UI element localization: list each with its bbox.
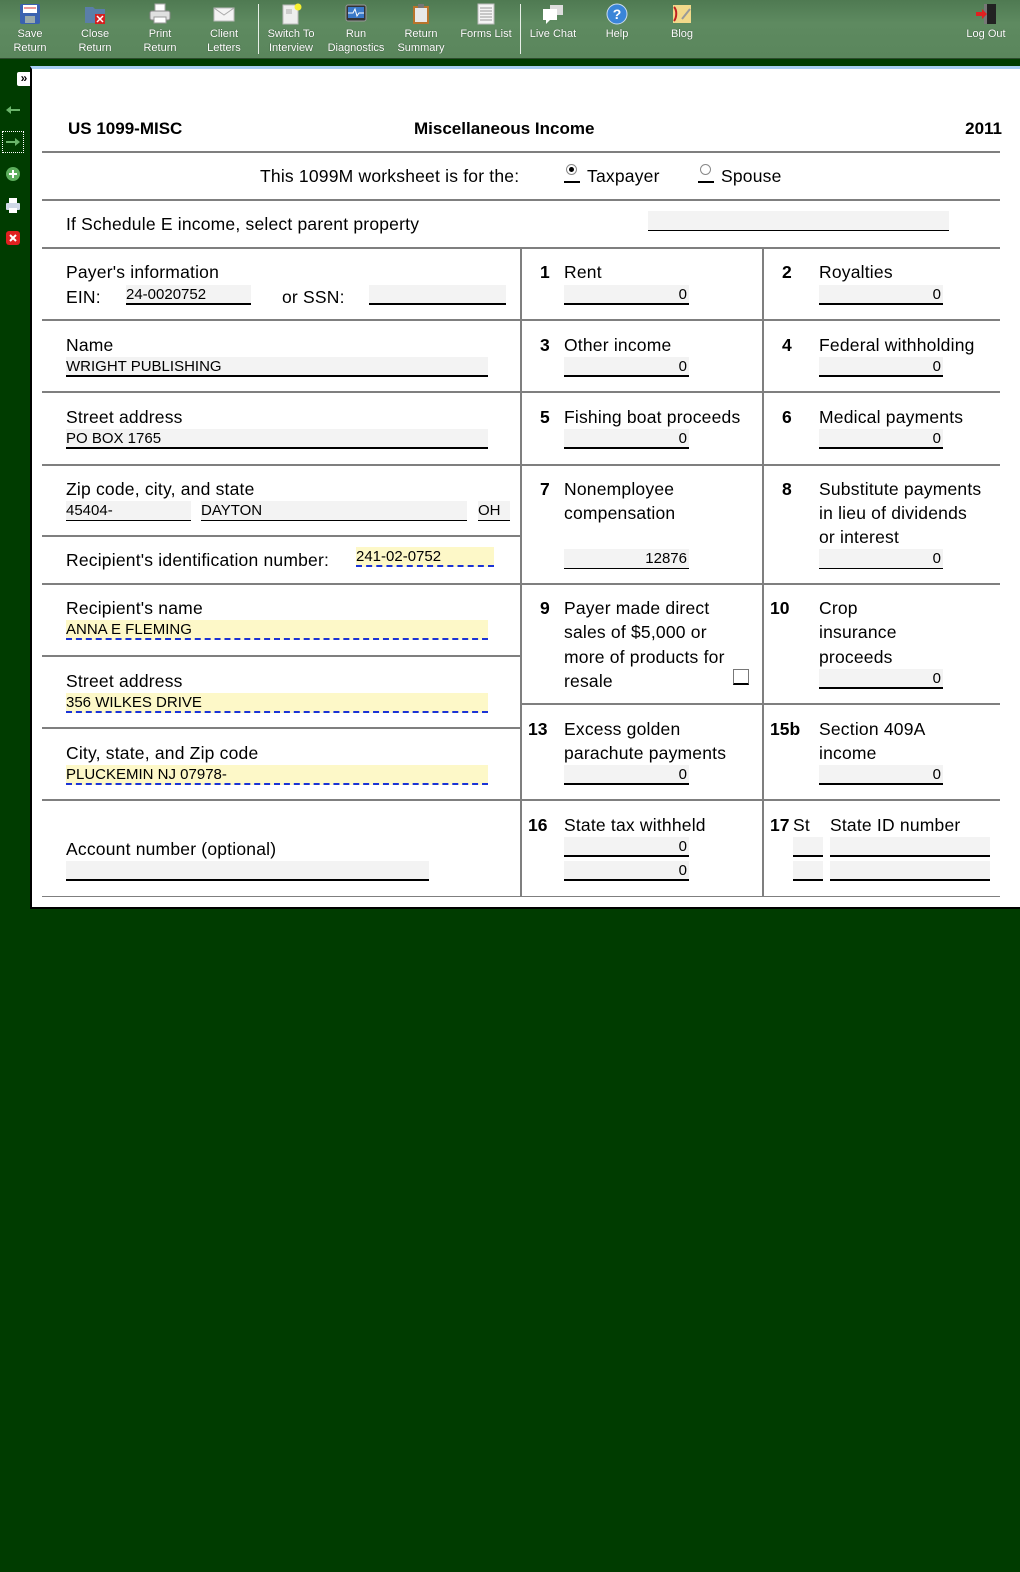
divider xyxy=(42,727,520,729)
spouse-radio[interactable] xyxy=(698,163,714,183)
box-10-number: 10 xyxy=(770,598,790,618)
payer-zip-field[interactable]: 45404- xyxy=(66,501,191,521)
form-header xyxy=(68,119,1002,141)
add-icon[interactable] xyxy=(3,164,23,184)
client-letters-label: Client xyxy=(209,28,239,40)
box-7-nonemployee-comp-field[interactable]: 12876 xyxy=(564,549,689,569)
box-4-federal-withholding-field[interactable]: 0 xyxy=(819,357,943,377)
box-9-label-line4: resale xyxy=(564,671,613,691)
box-7-label-line2: compensation xyxy=(564,503,676,523)
account-number-label: Account number (optional) xyxy=(66,839,277,859)
box-9-label-line1: Payer made direct xyxy=(564,598,710,618)
box-3-label: Other income xyxy=(564,335,672,355)
payer-state-field[interactable]: OH xyxy=(478,501,510,521)
taxpayer-radio-label[interactable]: Taxpayer xyxy=(587,166,660,186)
divider xyxy=(42,655,520,657)
blog-label: Blog xyxy=(670,28,694,40)
box-13-golden-parachute-field[interactable]: 0 xyxy=(564,765,689,785)
box-8-substitute-payments-field[interactable]: 0 xyxy=(819,549,943,569)
client-letters-label-2: Letters xyxy=(207,42,241,54)
print-return-label-2: Return xyxy=(143,42,177,54)
spouse-radio-label[interactable]: Spouse xyxy=(721,166,782,186)
box-15b-label-line2: income xyxy=(819,743,877,763)
live-chat-button[interactable] xyxy=(521,3,585,57)
box-17-state-id-label: State ID number xyxy=(830,815,961,835)
switch-to-interview-button[interactable] xyxy=(259,3,323,57)
divider xyxy=(42,896,1000,897)
divider xyxy=(42,319,520,321)
box-7-number: 7 xyxy=(540,479,550,499)
divider xyxy=(42,199,1000,201)
box-7-label-line1: Nonemployee xyxy=(564,479,675,499)
forms-list-label: Forms List xyxy=(460,28,512,40)
clipboard-icon xyxy=(410,3,432,25)
logout-icon xyxy=(975,3,997,25)
close-return-label-2: Return xyxy=(78,42,112,54)
payer-info-label: Payer's information xyxy=(66,262,220,282)
divider xyxy=(520,703,1000,705)
box-10-crop-insurance-field[interactable]: 0 xyxy=(819,669,943,689)
divider xyxy=(42,464,1000,466)
box-13-number: 13 xyxy=(528,719,548,739)
box-5-fishing-boat-field[interactable]: 0 xyxy=(564,429,689,449)
run-diagnostics-button[interactable] xyxy=(324,3,388,57)
box-1-number: 1 xyxy=(540,262,550,282)
blog-button[interactable] xyxy=(650,3,714,57)
box-6-label: Medical payments xyxy=(819,407,964,427)
save-return-button[interactable] xyxy=(0,3,62,57)
box-8-label-line1: Substitute payments xyxy=(819,479,982,499)
box-1-rent-field[interactable]: 0 xyxy=(564,285,689,305)
diagnostics-icon xyxy=(345,3,367,25)
recipient-city-state-zip-label: City, state, and Zip code xyxy=(66,743,259,763)
box-16-label: State tax withheld xyxy=(564,815,706,835)
payer-name-field[interactable]: WRIGHT PUBLISHING xyxy=(66,357,488,377)
divider xyxy=(42,583,1000,585)
recipient-street-field[interactable]: 356 WILKES DRIVE xyxy=(66,693,488,713)
box-15b-section-409a-field[interactable]: 0 xyxy=(819,765,943,785)
envelope-icon xyxy=(213,3,235,25)
box-6-medical-payments-field[interactable]: 0 xyxy=(819,429,943,449)
parent-property-select[interactable] xyxy=(648,211,949,231)
print-return-button[interactable] xyxy=(128,3,192,57)
divider xyxy=(42,391,520,393)
box-17-state-id-field-2[interactable] xyxy=(830,861,990,881)
print-icon xyxy=(149,3,171,25)
ssn-field[interactable] xyxy=(369,285,506,305)
list-icon xyxy=(475,3,497,25)
form-panel xyxy=(30,66,1020,909)
svg-text:?: ? xyxy=(612,6,622,22)
forms-list-button[interactable] xyxy=(454,3,518,57)
chat-icon xyxy=(542,3,564,25)
print-return-label: Print xyxy=(148,28,172,40)
account-number-field[interactable] xyxy=(66,861,429,881)
recipient-street-label: Street address xyxy=(66,671,183,691)
payer-street-field[interactable]: PO BOX 1765 xyxy=(66,429,488,449)
recipient-city-state-zip-field[interactable]: PLUCKEMIN NJ 07978- xyxy=(66,765,488,785)
worksheet-for-label: This 1099M worksheet is for the: xyxy=(260,166,520,186)
box-2-number: 2 xyxy=(782,262,792,282)
log-out-label: Log Out xyxy=(966,28,1006,40)
payer-street-label: Street address xyxy=(66,407,183,427)
box-15b-label-line1: Section 409A xyxy=(819,719,926,739)
forward-arrow-icon[interactable] xyxy=(3,132,23,152)
delete-icon[interactable] xyxy=(3,228,23,248)
box-16-state-tax-field-2[interactable]: 0 xyxy=(564,861,689,881)
switch-to-interview-label-2: Interview xyxy=(268,42,314,54)
divider xyxy=(520,391,1000,393)
box-2-royalties-field[interactable]: 0 xyxy=(819,285,943,305)
switch-to-interview-label: Switch To xyxy=(267,28,315,40)
box-3-number: 3 xyxy=(540,335,550,355)
client-letters-button[interactable] xyxy=(192,3,256,57)
tax-year: 2011 xyxy=(965,119,1002,138)
box-17-state-field-2[interactable] xyxy=(793,861,823,881)
box-6-number: 6 xyxy=(782,407,792,427)
close-return-button[interactable] xyxy=(63,3,127,57)
schedule-e-label: If Schedule E income, select parent property xyxy=(66,214,420,234)
box-9-label-line2: sales of $5,000 or xyxy=(564,622,707,642)
divider xyxy=(42,151,1000,153)
payer-city-field[interactable]: DAYTON xyxy=(201,501,467,521)
box-13-label-line2: parachute payments xyxy=(564,743,727,763)
box-17-state-field-1[interactable] xyxy=(793,837,823,857)
close-return-label: Close xyxy=(80,28,110,40)
box-8-label-line2: in lieu of dividends xyxy=(819,503,967,523)
live-chat-label: Live Chat xyxy=(529,28,577,40)
recipient-name-label: Recipient's name xyxy=(66,598,203,618)
box-8-label-line3: or interest xyxy=(819,527,900,547)
box-3-other-income-field[interactable]: 0 xyxy=(564,357,689,377)
expand-panel-button[interactable]: » xyxy=(17,72,31,86)
box-4-label: Federal withholding xyxy=(819,335,975,355)
box-5-label: Fishing boat proceeds xyxy=(564,407,741,427)
print-icon[interactable] xyxy=(3,196,23,216)
interview-icon xyxy=(280,3,302,25)
run-diagnostics-label: Run xyxy=(345,28,367,40)
toolbar xyxy=(0,0,1020,59)
save-return-label-2: Return xyxy=(13,42,47,54)
ein-label: EIN: xyxy=(66,287,101,307)
box-13-label-line1: Excess golden xyxy=(564,719,681,739)
recipient-name-field[interactable]: ANNA E FLEMING xyxy=(66,620,488,640)
return-summary-label: Return xyxy=(404,28,438,40)
help-label: Help xyxy=(605,28,629,40)
box-15b-number: 15b xyxy=(770,719,801,739)
radio-selected-icon xyxy=(566,164,577,175)
box-10-label-line1: Crop xyxy=(819,598,858,618)
box-17-number: 17 xyxy=(770,815,790,835)
box-9-label-line3: more of products for xyxy=(564,647,725,667)
box-9-direct-sales-checkbox[interactable] xyxy=(733,669,749,685)
left-nav xyxy=(0,66,28,266)
taxpayer-radio[interactable] xyxy=(564,163,580,183)
box-9-number: 9 xyxy=(540,598,550,618)
box-17-st-label: St xyxy=(793,815,810,835)
help-icon xyxy=(606,3,628,25)
save-return-label: Save xyxy=(17,28,43,40)
box-10-label-line3: proceeds xyxy=(819,647,893,667)
divider xyxy=(520,319,1000,321)
run-diagnostics-label-2: Diagnostics xyxy=(327,42,385,54)
return-summary-button[interactable] xyxy=(389,3,453,57)
save-icon xyxy=(19,3,41,25)
box-2-label: Royalties xyxy=(819,262,893,282)
return-summary-label-2: Summary xyxy=(397,42,445,54)
payer-name-label: Name xyxy=(66,335,114,355)
box-8-number: 8 xyxy=(782,479,792,499)
ssn-label: or SSN: xyxy=(282,287,345,307)
divider xyxy=(42,535,520,537)
form-title: Miscellaneous Income xyxy=(414,119,595,138)
close-return-icon xyxy=(84,3,106,25)
recipient-id-label: Recipient's identification number: xyxy=(66,550,330,570)
box-16-state-tax-field-1[interactable]: 0 xyxy=(564,837,689,857)
recipient-id-field[interactable]: 241-02-0752 xyxy=(356,547,494,567)
box-10-label-line2: insurance xyxy=(819,622,897,642)
help-button[interactable] xyxy=(585,3,649,57)
radio-unselected-icon xyxy=(700,164,711,175)
box-16-number: 16 xyxy=(528,815,548,835)
box-5-number: 5 xyxy=(540,407,550,427)
log-out-button[interactable] xyxy=(954,3,1018,57)
divider xyxy=(42,799,1000,801)
scroll-icon xyxy=(671,3,693,25)
box-4-number: 4 xyxy=(782,335,792,355)
back-arrow-icon[interactable] xyxy=(3,100,23,120)
form-id: US 1099-MISC xyxy=(68,119,183,138)
box-1-label: Rent xyxy=(564,262,602,282)
payer-zip-city-state-label: Zip code, city, and state xyxy=(66,479,255,499)
box-17-state-id-field-1[interactable] xyxy=(830,837,990,857)
ein-field[interactable]: 24-0020752 xyxy=(126,285,251,305)
